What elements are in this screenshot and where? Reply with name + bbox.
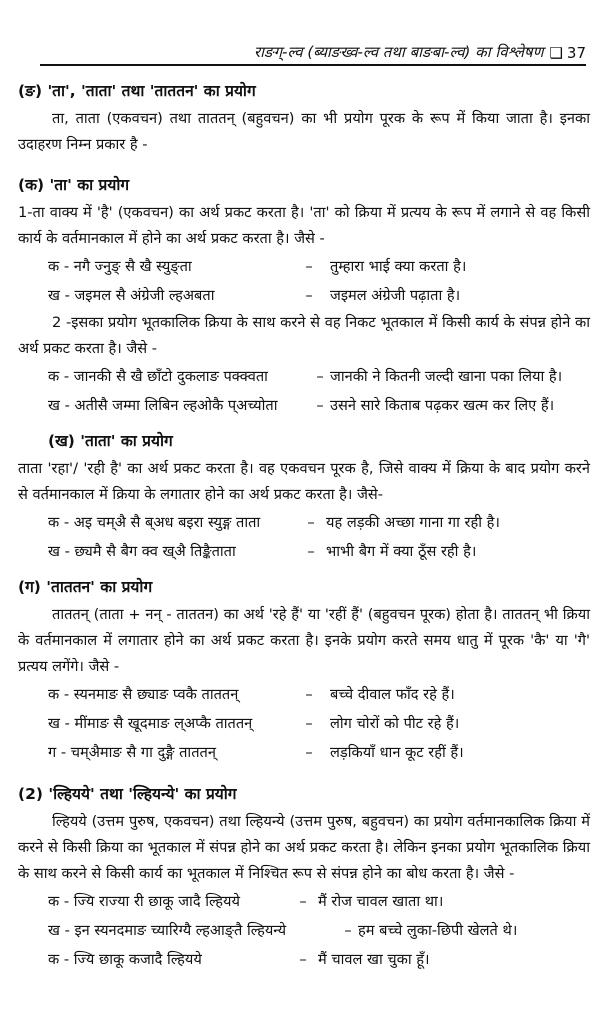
example-source: ख - मींमाङ सै खूदमाङ ल्अप्कै ताततन् [48, 715, 253, 732]
example-translation: जइमल अंग्रेजी पढ़ाता है। [330, 287, 461, 304]
example-source: क - ज्यि राज्या री छाकू जादै ल्हियये [48, 893, 240, 910]
example-row [18, 391, 590, 420]
example-source: ख - छ्यमै सै बैग क्व ख्अै तिङ्कैताता [48, 543, 236, 560]
example-source: क - अइ चम्अै सै ब्अध बइरा स्युङ्ग ताता [48, 514, 261, 531]
example-row [18, 252, 590, 281]
example-translation: बच्चे दीवाल फाँद रहे हैं। [330, 686, 455, 703]
example-row [18, 709, 590, 738]
running-title: राङग्-ल्व (ब्याङख्व-ल्व तथा बाङबा-ल्व) का विश्लेषण [254, 43, 544, 61]
example-source: क - स्यनमाङ सै छ्याङ प्वकै ताततन् [48, 686, 239, 703]
example-source: ख - अतीसै जम्मा लिबिन ल्हओकै प्अच्योता [48, 397, 278, 414]
example-translation: तुम्हारा भाई क्या करता है। [330, 258, 467, 275]
paragraph: ल्हियये (उत्तम पुरुष, एकवचन) तथा ल्हियन्ये (उत्तम पुरुष, बहुवचन) का प्रयोग वर्तमानकालिक क्रिया में करने से किसी क्रिया का भूतकाल में संपन्न होने का अर्थ प्रकट करता है। लेकिन इनका प्रयोग भूतकालिक क्रिया के साथ करने से किसी कार्य का भूतकाल में निश्चित रूप से संपन्न होने का बोध करता है। जैसे - [18, 813, 590, 882]
paragraph: ताता 'रहा'/ 'रही है' का अर्थ प्रकट करता है। वह एकवचन पूरक है, जिसे वाक्य में क्रिया के बाद प्रयोग करने से वर्तमानकाल में क्रिया के लगातार होने का अर्थ प्रकट करता है। जैसे- [18, 460, 590, 503]
dash: – [316, 368, 324, 385]
paragraph: 1-ता वाक्य में 'है' (एकवचन) का अर्थ प्रकट करता है। 'ता' को क्रिया में प्रत्यय के रूप में लगाने से वह किसी कार्य के वर्तमानकाल में होने का अर्थ प्रकट करता है। जैसे - [18, 204, 590, 247]
section-heading: (ङ) 'ता', 'ताता' तथा 'ताततन' का प्रयोग [18, 82, 256, 100]
dash: – [305, 287, 313, 304]
box-glyph: ❑ [549, 44, 563, 62]
example-translation: जानकी ने कितनी जल्दी खाना पका लिया है। [330, 368, 563, 385]
example-row [18, 916, 590, 945]
example-row [18, 738, 590, 767]
dash: – [305, 744, 313, 761]
dash: – [316, 397, 324, 414]
page-number: 37 [566, 44, 586, 62]
section-heading: (2) 'ल्हियये' तथा 'ल्हियन्ये' का प्रयोग [18, 785, 237, 803]
example-translation: हम बच्चे लुका-छिपी खेलते थे। [358, 922, 518, 939]
page-content [18, 76, 590, 974]
example-source: क - जानकी सै खै छाँटो दुकलाङ पक्क्वता [48, 368, 268, 385]
example-translation: यह लड़की अच्छा गाना गा रही है। [326, 514, 500, 531]
dash: – [299, 951, 307, 968]
dash: – [305, 715, 313, 732]
example-translation: मैं रोज चावल खाता था। [318, 893, 444, 910]
example-translation: लोग चोरों को पीट रहे हैं। [330, 715, 460, 732]
dash: – [307, 514, 315, 531]
example-row [18, 887, 590, 916]
example-row [18, 945, 590, 974]
example-source: क - नगै ज्नुङ् सै खै स्युङ्ता [48, 258, 192, 275]
example-row [18, 281, 590, 310]
dash: – [299, 893, 307, 910]
dash: – [344, 922, 352, 939]
section-heading: (ख) 'ताता' का प्रयोग [48, 432, 173, 450]
paragraph: ताततन् (ताता + नन् - ताततन) का अर्थ 'रहे हैं' या 'रहीं हैं' (बहुवचन पूरक) होता है। ताततन् भी क्रिया के वर्तमानकाल में लगातार होने का अर्थ प्रकट करता है। इनके प्रयोग करते समय धातु में पूरक 'कै' या 'गै' प्रत्यय लगेंगे। जैसे - [18, 606, 590, 675]
example-translation: भाभी बैग में क्या ठूँस रही है। [326, 543, 477, 560]
example-row [18, 537, 590, 566]
dash: – [305, 258, 313, 275]
example-row [18, 362, 590, 391]
example-row [18, 680, 590, 709]
dash: – [305, 686, 313, 703]
section-heading: (क) 'ता' का प्रयोग [18, 176, 130, 194]
example-translation: लड़कियाँ धान कूट रहीं हैं। [330, 744, 464, 761]
paragraph: ता, ताता (एकवचन) तथा ताततन् (बहुवचन) का भी प्रयोग पूरक के रूप में किया जाता है। इनका उदाहरण निम्न प्रकार है - [18, 110, 590, 153]
example-source: ख - इन स्यनदमाङ च्यारिग्यै ल्हआङ्तै ल्हियन्ये [48, 922, 287, 939]
example-source: क - ज्यि छाकू कजादै ल्हियये [48, 951, 202, 968]
paragraph: 2 -इसका प्रयोग भूतकालिक क्रिया के साथ करने से वह निकट भूतकाल में किसी कार्य के संपन्न होने का अर्थ प्रकट करता है। जैसे - [18, 314, 590, 357]
running-header [40, 38, 586, 66]
example-row [18, 508, 590, 537]
dash: – [307, 543, 315, 560]
example-translation: मैं चावल खा चुका हूँ। [318, 951, 430, 968]
example-source: ग - चम्अैमाङ सै गा दुङ्गै ताततन् [48, 744, 216, 761]
example-translation: उसने सारे किताब पढ़कर खत्म कर लिए हैं। [330, 397, 555, 414]
section-heading: (ग) 'ताततन' का प्रयोग [18, 578, 153, 596]
example-source: ख - जइमल सै अंग्रेजी ल्हअबता [48, 287, 215, 304]
